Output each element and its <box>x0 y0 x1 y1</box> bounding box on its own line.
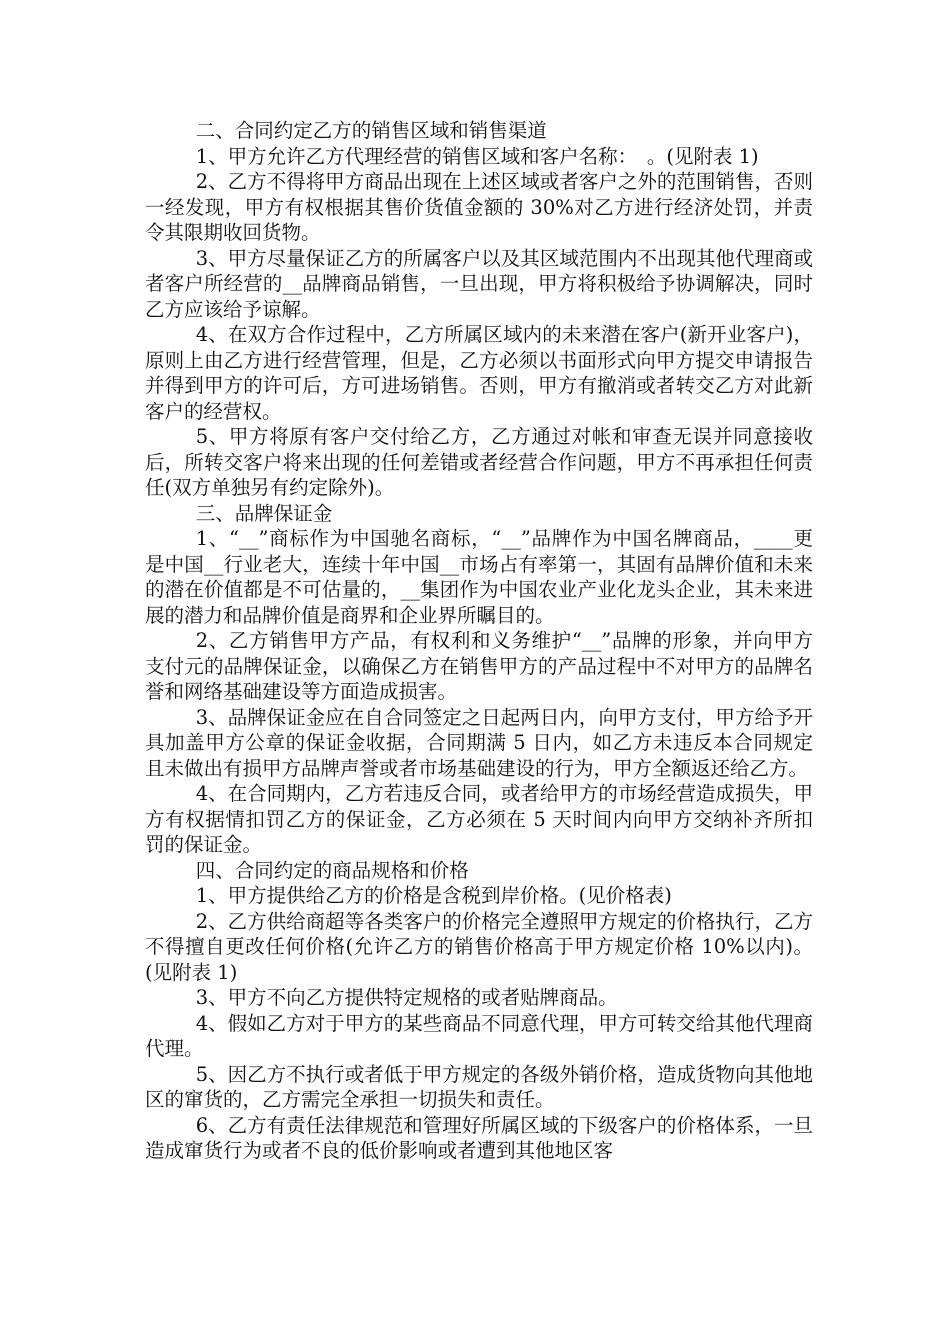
paragraph-4-4: 4、假如乙方对于甲方的某些商品不同意代理，甲方可转交给其他代理商代理。 <box>145 1011 813 1060</box>
paragraph-2-4: 4、在双方合作过程中，乙方所属区域内的未来潜在客户(新开业客户)，原则上由乙方进行经营管理，但是，乙方必须以书面形式向甲方提交申请报告并得到甲方的许可后，方可进场销售。否则，甲方有撤消或者转交乙方对此新客户的经营权。 <box>145 323 813 423</box>
paragraph-4-2: 2、乙方供给商超等各类客户的价格完全遵照甲方规定的价格执行，乙方不得擅自更改任何价格(允许乙方的销售价格高于甲方规定价格 10%以内)。(见附表 1) <box>145 909 813 984</box>
paragraph-2-5: 5、甲方将原有客户交付给乙方，乙方通过对帐和审查无误并同意接收后，所转交客户将来出现的任何差错或者经营合作问题，甲方不再承担任何责任(双方单独另有约定除外)。 <box>145 425 813 499</box>
document-page <box>145 118 813 1164</box>
paragraph-4-3: 3、甲方不向乙方提供特定规格的或者贴牌商品。 <box>195 986 618 1009</box>
paragraph-4-1: 1、甲方提供给乙方的价格是含税到岸价格。(见价格表) <box>195 884 672 907</box>
paragraph-2-2: 2、乙方不得将甲方商品出现在上述区域或者客户之外的范围销售，否则一经发现，甲方有权根据其售价货值金额的 30%对乙方进行经济处罚，并责令其限期收回货物。 <box>145 170 813 244</box>
paragraph-3-3: 3、品牌保证金应在自合同签定之日起两日内，向甲方支付，甲方给予开具加盖甲方公章的保证金收据，合同期满 5 日内，如乙方未违反本合同规定且未做出有损甲方品牌声誉或者市场基础建设的行为，甲方全额返还给乙方。 <box>145 705 813 780</box>
paragraph-3-1: 1、“__”商标作为中国驰名商标，“__”品牌作为中国名牌商品，____更是中国__行业老大，连续十年中国__市场占有率第一，其固有品牌价值和未来的潜在价值都是不可估量的，__集团作为中国农业产业化龙头企业，其未来进展的潜力和品牌价值是商界和企业界所瞩目的。 <box>145 527 813 627</box>
paragraph-4-6: 6、乙方有责任法律规范和管理好所属区域的下级客户的价格体系，一旦造成窜货行为或者不良的低价影响或者遭到其他地区客 <box>145 1113 813 1162</box>
paragraph-3-2: 2、乙方销售甲方产品，有权利和义务维护“__”品牌的形象，并向甲方支付元的品牌保证金，以确保乙方在销售甲方的产品过程中不对甲方的品牌名誉和网络基础建设等方面造成损害。 <box>145 629 813 703</box>
section-heading-2: 二、合同约定乙方的销售区域和销售渠道 <box>195 119 547 142</box>
section-heading-4: 四、合同约定的商品规格和价格 <box>195 858 469 882</box>
paragraph-2-3: 3、甲方尽量保证乙方的所属客户以及其区域范围内不出现其他代理商或者客户所经营的__品牌商品销售，一旦出现，甲方将积极给予协调解决，同时乙方应该给予谅解。 <box>145 246 813 321</box>
paragraph-3-4: 4、在合同期内，乙方若违反合同，或者给甲方的市场经营造成损失，甲方有权据情扣罚乙方的保证金，乙方必须在 5 天时间内向甲方交纳补齐所扣罚的保证金。 <box>145 782 813 856</box>
section-heading-3: 三、品牌保证金 <box>195 501 333 525</box>
paragraph-4-5: 5、因乙方不执行或者低于甲方规定的各级外销价格，造成货物向其他地区的窜货的，乙方需完全承担一切损失和责任。 <box>145 1062 813 1111</box>
paragraph-2-1: 1、甲方允许乙方代理经营的销售区域和客户名称： 。(见附表 1) <box>195 144 759 168</box>
